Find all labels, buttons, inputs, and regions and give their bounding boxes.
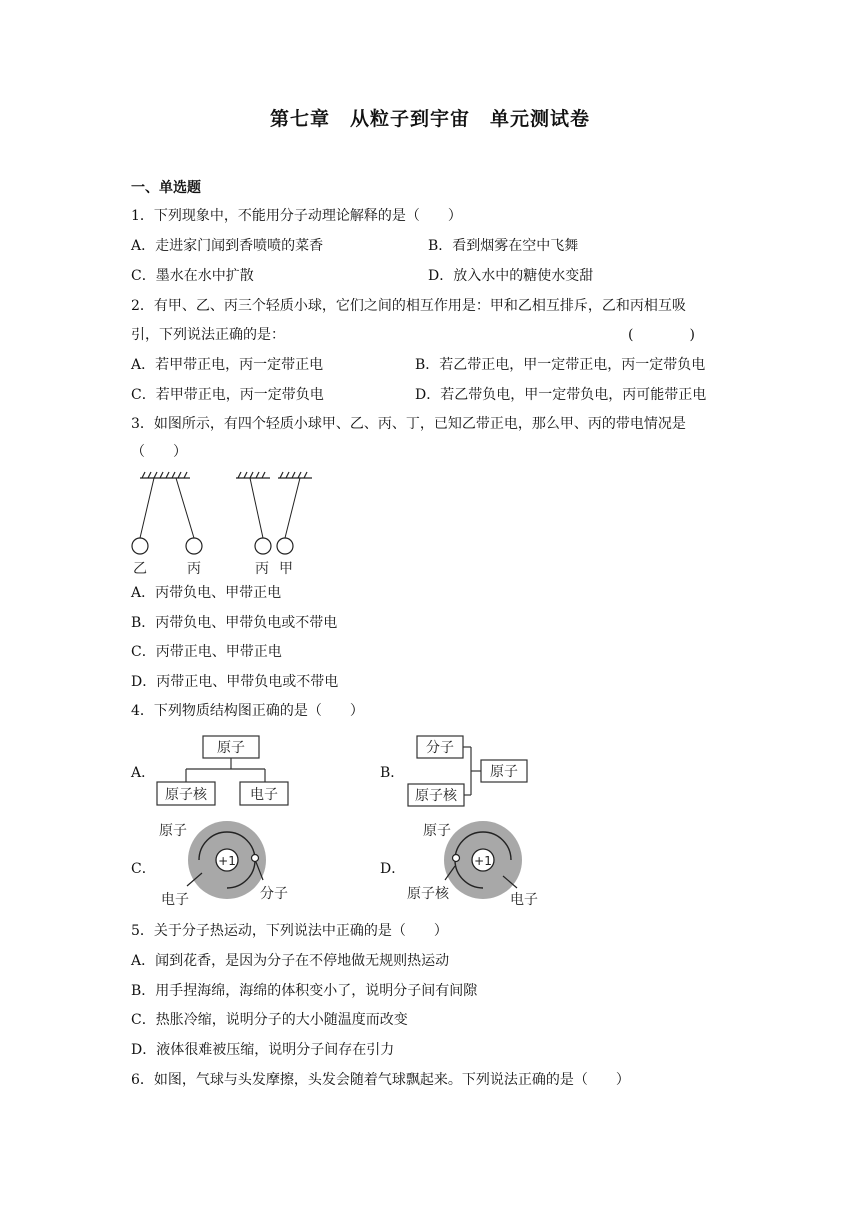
q4-option-a-letter[interactable]: A． — [131, 765, 156, 781]
q4-diagram-a[interactable] — [155, 733, 295, 809]
ball-yi — [132, 538, 148, 554]
q4-stem: 4．下列物质结构图正确的是（ ） — [131, 703, 364, 719]
q2-option-c[interactable]: C．若甲带正电，丙一定带负电 — [131, 387, 324, 403]
svg-text:+1: +1 — [474, 854, 492, 868]
svg-text:原子核: 原子核 — [415, 788, 457, 804]
svg-text:+1: +1 — [218, 854, 236, 868]
q1-option-a[interactable]: A．走进家门闻到香喷喷的菜香 — [131, 238, 324, 254]
section-heading: 一、单选题 — [131, 180, 201, 196]
svg-text:电子: 电子 — [161, 892, 189, 908]
svg-text:原子核: 原子核 — [407, 886, 449, 902]
q5-option-a[interactable]: A．闻到花香，是因为分子在不停地做无规则热运动 — [131, 953, 450, 969]
ceiling-left — [140, 472, 190, 478]
q1-option-c[interactable]: C．墨水在水中扩散 — [131, 268, 254, 284]
ball-jia — [277, 538, 293, 554]
q4-diagram-d[interactable] — [405, 818, 555, 910]
svg-text:原子核: 原子核 — [165, 787, 207, 803]
q3-figure — [128, 470, 328, 580]
q4-option-c-letter[interactable]: C． — [131, 861, 156, 877]
q6-stem: 6．如图，气球与头发摩擦，头发会随着气球飘起来。下列说法正确的是（ ） — [131, 1072, 630, 1088]
svg-text:原子: 原子 — [423, 823, 451, 839]
q3-option-b[interactable]: B．丙带负电、甲带负电或不带电 — [131, 615, 338, 631]
q2-answer-paren: ( ) — [628, 327, 695, 343]
q5-option-b[interactable]: B．用手捏海绵，海绵的体积变小了，说明分子间有间隙 — [131, 983, 478, 999]
q4-option-b-letter[interactable]: B． — [380, 765, 405, 781]
svg-text:分子: 分子 — [426, 740, 454, 756]
q2-option-d[interactable]: D．若乙带负电，甲一定带负电，丙可能带正电 — [415, 387, 707, 403]
q2-option-a[interactable]: A．若甲带正电，丙一定带正电 — [131, 357, 324, 373]
q2-stem-line2: 引，下列说法正确的是： — [131, 327, 285, 343]
ball-bing-right — [255, 538, 271, 554]
q3-stem-line2: （ ） — [131, 444, 187, 460]
q2-option-b[interactable]: B．若乙带正电，甲一定带正电，丙一定带负电 — [415, 357, 706, 373]
q1-option-d[interactable]: D．放入水中的糖使水变甜 — [428, 268, 594, 284]
q5-stem: 5．关于分子热运动，下列说法中正确的是（ ） — [131, 923, 448, 939]
q3-stem-line1: 3．如图所示，有四个轻质小球甲、乙、丙、丁，已知乙带正电，那么甲、丙的带电情况是 — [131, 416, 686, 432]
fig-label: 乙 — [133, 561, 147, 577]
fig-label: 丙 — [255, 561, 269, 577]
q4-diagram-b[interactable] — [405, 733, 535, 809]
fig-label: 丙 — [187, 561, 201, 577]
q4-diagram-c[interactable] — [155, 818, 305, 910]
svg-text:原子: 原子 — [159, 823, 187, 839]
svg-text:原子: 原子 — [217, 740, 245, 756]
q2-stem-line1: 2．有甲、乙、丙三个轻质小球，它们之间的相互作用是：甲和乙相互排斥，乙和丙相互吸 — [131, 298, 686, 314]
svg-text:分子: 分子 — [260, 886, 288, 902]
string — [285, 478, 300, 538]
fig-label: 甲 — [279, 561, 293, 577]
ceiling-right — [236, 472, 312, 478]
svg-text:电子: 电子 — [250, 787, 278, 803]
q3-option-a[interactable]: A．丙带负电、甲带正电 — [131, 585, 282, 601]
q5-option-d[interactable]: D．液体很难被压缩，说明分子间存在引力 — [131, 1042, 395, 1058]
string — [140, 478, 154, 538]
page-title: 第七章 从粒子到宇宙 单元测试卷 — [269, 108, 590, 130]
q1-stem: 1．下列现象中，不能用分子动理论解释的是（ ） — [131, 208, 462, 224]
string — [250, 478, 263, 538]
svg-text:原子: 原子 — [490, 764, 518, 780]
string — [176, 478, 194, 538]
q4-option-d-letter[interactable]: D． — [380, 861, 406, 877]
q5-option-c[interactable]: C．热胀冷缩，说明分子的大小随温度而改变 — [131, 1012, 408, 1028]
ball-bing-left — [186, 538, 202, 554]
q3-option-d[interactable]: D．丙带正电、甲带负电或不带电 — [131, 674, 339, 690]
svg-text:电子: 电子 — [510, 892, 538, 908]
q3-option-c[interactable]: C．丙带正电、甲带正电 — [131, 644, 282, 660]
q1-option-b[interactable]: B．看到烟雾在空中飞舞 — [428, 238, 579, 254]
